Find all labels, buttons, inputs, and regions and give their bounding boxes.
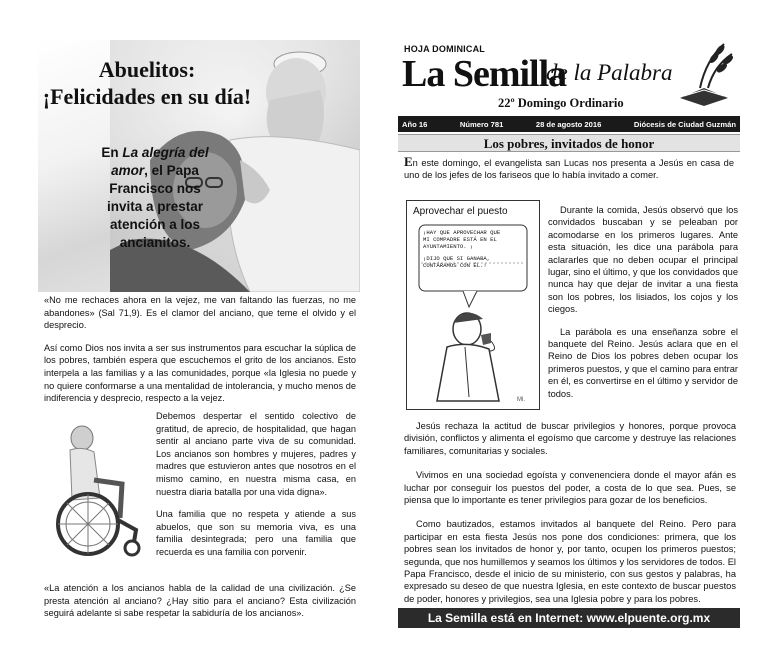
issue-diocese: Diócesis de Ciudad Guzmán [633,119,736,129]
title-line-2: ¡Felicidades en su día! [42,84,252,109]
column-paragraph-2: La parábola es una enseñanza sobre el banquete del Reino. Jesús aclara que en el Reino de Dios los pobres deben ocupar los primeros puestos, y que el camino para entrar en él, es convertirse en el último y servidor de todos. [548,326,738,399]
issue-info-bar [398,116,740,132]
issue-date: 28 de agosto 2016 [535,119,602,129]
left-paragraph-2: Debemos despertar el sentido colectivo de gratitud, de aprecio, de hospitalidad, que hagan sentir al anciano parte viva de su comunidad. Los ancianos son hombres y mujeres, padres y madres que estuvieron antes que nosotros en el mismo camino, en nuestra misma casa, en nuestra diaria batalla por una vida digna». [156,411,356,497]
column-paragraph-1: Durante la comida, Jesús observó que los convidados buscaban y se peleaban por acomodarse en los primeros lugares. Ante esta situación, les dice una parábola para aclararles que no deben ocupar el principal lugar, sino el último, y que los convidados que nunca hay que dejar de invitar a una fiesta son los pobres, los lisiados, los cojos y los ciegos. [548,205,738,315]
cartoon-panel [406,200,540,410]
left-page [38,40,360,634]
left-body [44,294,356,415]
wheat-book-icon [672,40,736,110]
elder-wheelchair-illustration [48,420,148,560]
caption-suffix: , el Papa Francisco nos invita a prestar atención a los ancianitos. [106,163,204,250]
paragraph-sociedad: Vivimos en una sociedad egoísta y convenenciera donde el mayor afán es luchar por conseguir los puestos del poder, a costa de lo que sea. Pues, se piensa que lo importante es tener privilegios para gozar de los beneficios. [404,470,736,506]
brand-main: La Semilla [402,53,567,95]
lower-text [404,420,736,617]
drop-cap: E [404,154,413,169]
paragraph-privilegios: Jesús rechaza la actitud de buscar privilegios y honores, porque provoca división, conflictos y alimenta el egoísmo que carcome y destruye las relaciones familiares, comunitarias y sociales. [404,421,736,456]
left-title [42,56,252,110]
caption-emphasis: La alegría del amor [111,145,209,178]
paragraph-bautizados: Como bautizados, estamos invitados al banquete del Reino. Pero para participar en esta fiesta Jesús nos pone dos condiciones: primera, que los pobres sean los invitados de honor y, por tanto, ocupen los primeros puestos; segunda, que nos humillemos y seamos los últimos y los servidores de todos. El Papa Francisco, desde el inicio de su ministerio, con sus gestos y palabras, ha expresado su deseo de que nuestra Iglesia, en este contexto de buscar puestos de poder, honores y privilegios, sea una Iglesia pobre y para los pobres. [404,519,736,604]
intro-text: n este domingo, el evangelista san Lucas nos presenta a Jesús en casa de uno de los jefes de los fariseos que lo había invitado a comer. [404,158,734,181]
right-page [398,40,740,634]
article-title: Los pobres, invitados de honor [398,134,740,152]
cartoon-title: Aprovechar el puesto [413,206,508,217]
wheelchair-text [156,410,356,569]
sunday-label: 22º Domingo Ordinario [498,96,624,110]
wheelchair-section [44,410,356,586]
left-paragraph-1: Así como Dios nos invita a ser sus instrumentos para escuchar la súplica de los pobres, también espera que escuchemos el grito de los ancianos. Esto interpela a las familias y a las comunidades, porque «la Iglesia no puede y no quiere conformarse a una mentalidad de intolerancia, y mucho menos de indiferencia y desprecio, respecto a la vejez. [44,342,356,404]
right-column [548,204,738,410]
bubble-line-1: ¡HAY QUE APROVECHAR QUE [423,229,501,236]
issue-year: Año 16 [402,119,428,129]
psalm-quote: «No me rechaces ahora en la vejez, me van faltando las fuerzas, no me abandones» (Sal 71,9). Es el clamor del anciano, que teme el olvido y el desprecio. [44,295,356,331]
bubble-line-5: CONTÁRAMOS CON ÉL.! [423,261,487,269]
bubble-line-3: AYUNTAMIENTO. ¡ [423,243,474,251]
bubble-line-4: ¡DIJO QUE SI GANABA, [423,254,491,262]
caption-prefix: En [101,145,123,160]
bubble-line-2: MI COMPADRE ESTÁ EN EL [423,236,497,244]
issue-number: Número 781 [459,119,504,129]
hero-caption [96,144,214,252]
masthead [398,40,740,112]
brand-sub: de la Palabra [546,60,673,85]
cartoon-speech [423,229,523,269]
closing-quote: «La atención a los ancianos habla de la calidad de una civilización. ¿Se presta atención al anciano? ¿Hay sitio para el anciano? Esta civilización seguirá adelante si sabe respetar la sabiduría de los ancianos». [44,583,356,619]
intro-paragraph [404,156,734,182]
title-line-1: Abuelitos: [98,57,196,82]
svg-text:Ml.: Ml. [517,397,525,403]
hero-banner [38,40,360,292]
left-paragraph-3: Una familia que no respeta y atiende a sus abuelos, que son su memoria viva, es una familia desintegrada; pero una familia que recuerda es una familia con porvenir. [156,509,356,557]
website-footer: La Semilla está en Internet: www.elpuente.org.mx [398,608,740,628]
hoja-dominical-label: HOJA DOMINICAL [404,44,485,54]
